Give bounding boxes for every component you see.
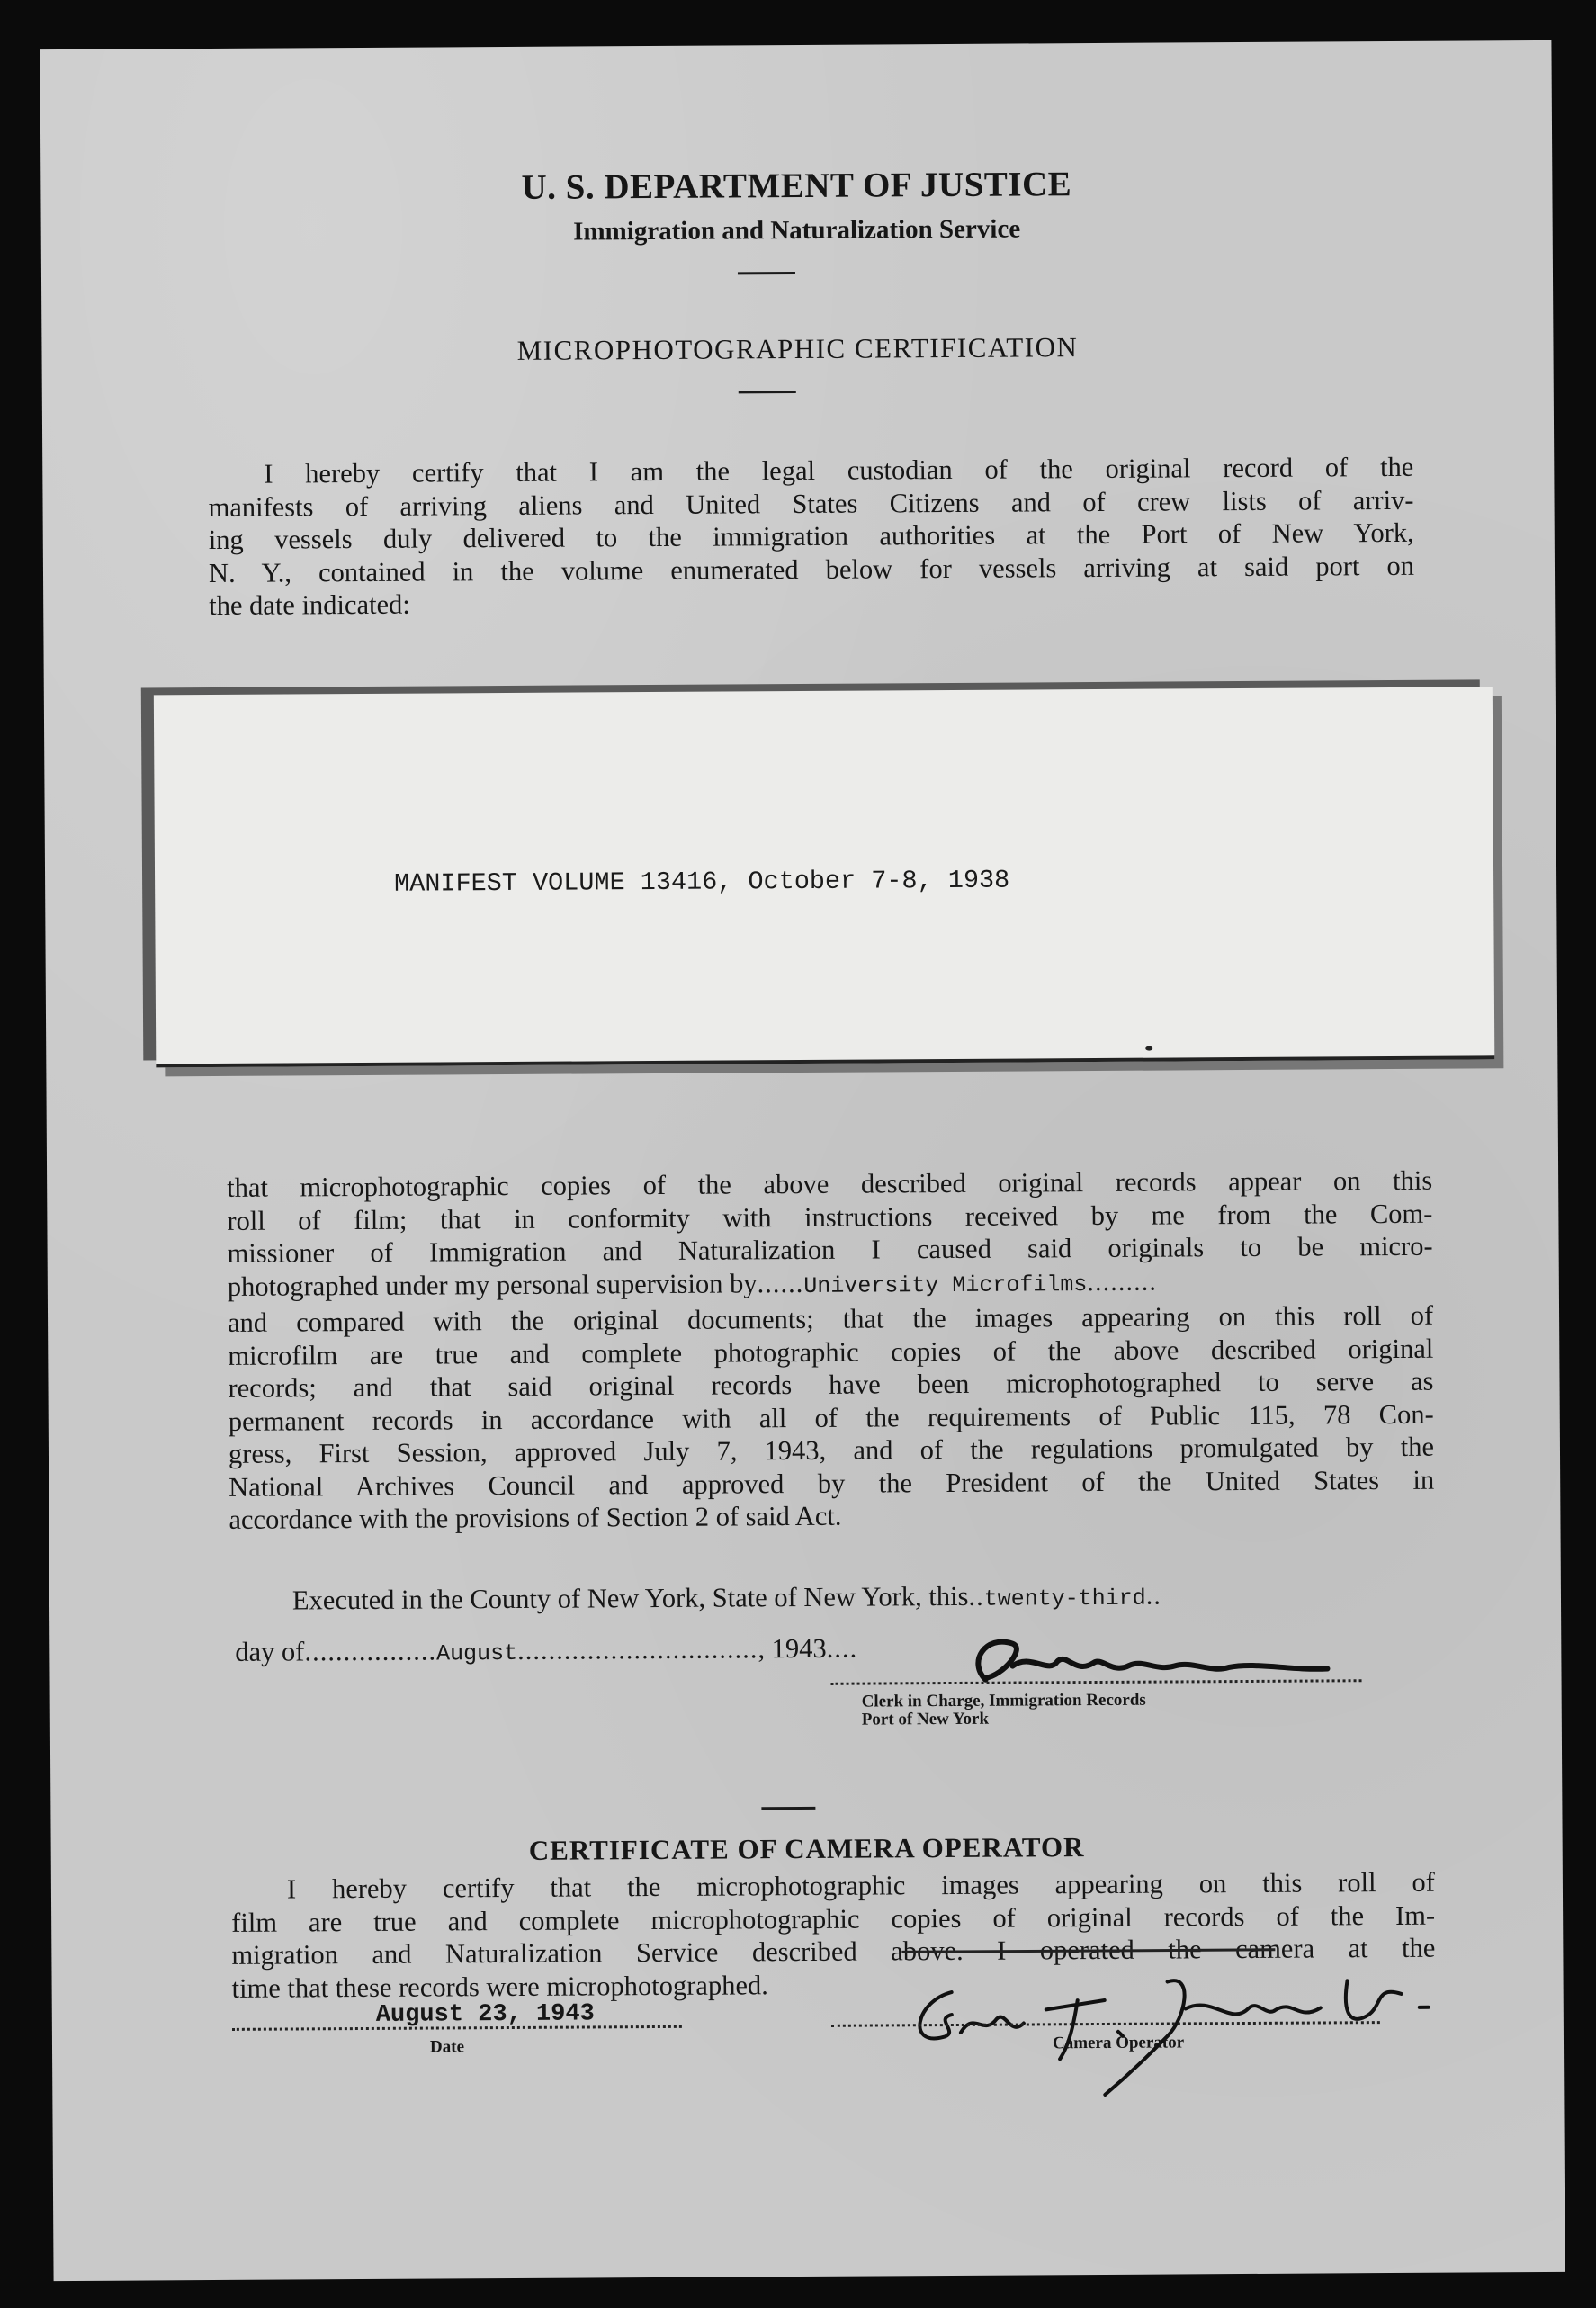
certificate-date: August 23, 1943: [375, 2000, 595, 2029]
supervisor-name: University Microfilms: [803, 1271, 1088, 1299]
paragraph-line: National Archives Council and approved by the President of the United States in: [229, 1464, 1435, 1503]
paragraph-line: roll of film; that in conformity with instructions received by me from the Com-: [227, 1198, 1433, 1236]
execution-month: August: [435, 1639, 518, 1667]
clerk-title-line: Clerk in Charge, Immigration Records: [861, 1690, 1146, 1711]
certification-title: MICROPHOTOGRAPHIC CERTIFICATION: [516, 331, 1079, 366]
certificate-sheet: [40, 40, 1565, 2281]
execution-prefix: Executed in the County of New York, State of New York, this: [291, 1580, 969, 1616]
clerk-title-line: Port of New York: [861, 1709, 990, 1729]
paragraph-line: film are true and complete microphotographic copies of original records of the Im-: [231, 1899, 1436, 1938]
date-label: Date: [429, 2037, 465, 2057]
department-heading: U. S. DEPARTMENT OF JUSTICE: [521, 165, 1072, 207]
paragraph-line: records; and that said original records have been microphotographed to serve as: [228, 1365, 1434, 1404]
date-line: [232, 2025, 682, 2031]
divider: [738, 272, 795, 274]
execution-year: , 1943: [758, 1632, 827, 1665]
body-paragraph: [227, 1164, 1434, 1537]
paragraph-line: manifests of arriving aliens and United States Citizens and of crew lists of arriv-: [208, 484, 1414, 523]
paragraph-line: migration and Naturalization Service described above. I operated the camera at the: [231, 1932, 1436, 1971]
service-heading: Immigration and Naturalization Service: [573, 214, 1021, 247]
day-of-label: day of: [235, 1636, 305, 1667]
intro-paragraph: [208, 451, 1414, 623]
clerk-title: [862, 1692, 1146, 1729]
volume-slip-text: MANIFEST VOLUME 13416, October 7-8, 1938: [394, 865, 1010, 899]
camera-certificate-title: CERTIFICATE OF CAMERA OPERATOR: [528, 1831, 1085, 1866]
volume-slip: [154, 687, 1495, 1067]
paragraph-line: gress, First Session, approved July 7, 1943, and of the regulations promulgated by the: [228, 1431, 1435, 1469]
camera-operator-label: Camera Operator: [1052, 2033, 1185, 2053]
paragraph-line: I hereby certify that I am the legal custodian of the original record of the: [264, 451, 1414, 489]
supervision-prefix: photographed under my personal supervision by: [227, 1267, 758, 1302]
paragraph-line: missioner of Immigration and Naturalization I caused said originals to be micro-: [227, 1230, 1433, 1269]
paragraph-line: I hereby certify that the microphotographic images appearing on this roll of: [286, 1866, 1436, 1905]
paragraph-line: ing vessels duly delivered to the immigration authorities at the Port of New York,: [208, 516, 1414, 556]
execution-line: Executed in the County of New York, State of New York, this..twenty-third..: [291, 1579, 1162, 1616]
day-of-line: day of.................August..............................., 1943....: [235, 1632, 858, 1667]
paragraph-line: N. Y., contained in the volume enumerated below for vessels arriving at said port on: [208, 550, 1415, 588]
paragraph-line: time that these records were microphotographed.: [231, 1969, 768, 2004]
supervision-line: photographed under my personal supervision by......University Microfilms.........: [227, 1265, 1158, 1302]
clerk-signature: [949, 1623, 1399, 1698]
divider: [739, 391, 796, 393]
paragraph-line: accordance with the provisions of Section 2 of said Act.: [229, 1500, 842, 1535]
ink-spot: [1145, 1046, 1152, 1051]
paragraph-line: that microphotographic copies of the above described original records appear on this: [227, 1164, 1433, 1203]
paragraph-line: and compared with the original documents; that the images appearing on this roll of: [227, 1299, 1434, 1338]
execution-day: twenty-third: [983, 1585, 1146, 1612]
paragraph-line: microfilm are true and complete photographic copies of the above described original: [228, 1333, 1434, 1371]
paragraph-line: permanent records in accordance with all of the requirements of Public 115, 78 Con-: [228, 1398, 1434, 1437]
paragraph-line: the date indicated:: [209, 588, 410, 622]
divider: [761, 1807, 815, 1810]
